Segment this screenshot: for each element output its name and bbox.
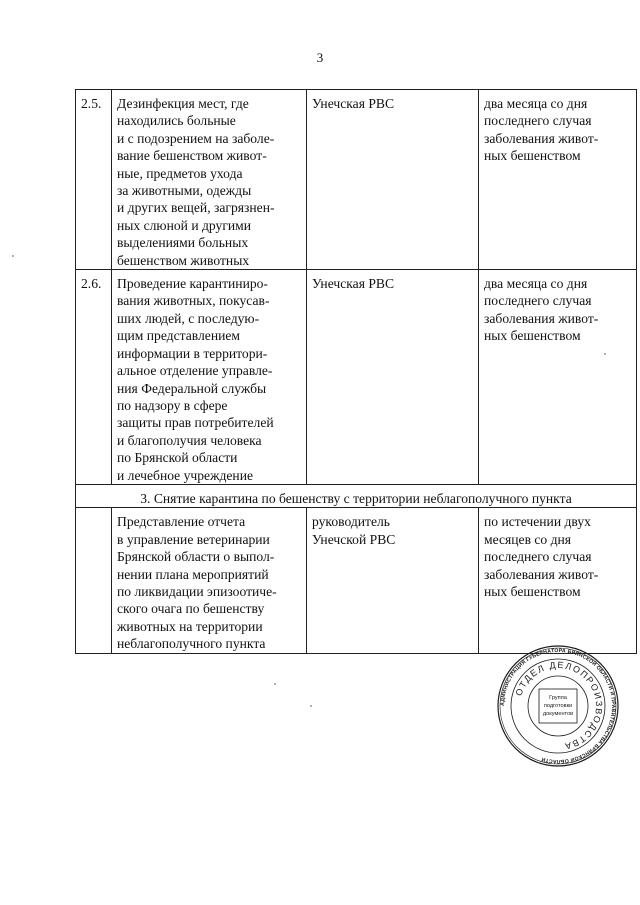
cell-line: по истечении двух <box>484 514 591 530</box>
cell-line: ных бешенством <box>484 583 581 599</box>
official-stamp <box>497 645 619 767</box>
cell-line: два месяца со дня <box>484 96 588 111</box>
cell-line: за животными, одежды <box>117 183 252 199</box>
cell-line: ших людей, с последую- <box>117 310 260 326</box>
cell-line: вания животных, покусав- <box>117 293 270 309</box>
cell-line: по надзору в сфере <box>117 397 228 413</box>
table-row <box>76 90 637 270</box>
scan-speck <box>12 255 14 257</box>
row-number: 2.5. <box>76 90 112 270</box>
deadline-cell <box>479 508 637 653</box>
row-number <box>76 508 112 653</box>
cell-line: по ликвидации эпизоотиче- <box>117 583 277 599</box>
responsible-cell <box>307 508 479 653</box>
cell-line: ные, предметов ухода <box>117 165 243 181</box>
cell-line: руководитель <box>312 514 391 530</box>
cell-line: Дезинфекция мест, где <box>117 96 249 111</box>
cell-line: ных бешенством <box>484 328 581 344</box>
cell-line: Унечская РВС <box>312 276 395 292</box>
stamp-center-line: Группа <box>549 695 567 701</box>
cell-line: по Брянской области <box>117 450 238 466</box>
scan-speck <box>604 353 606 355</box>
cell-line: ных слюной и другими <box>117 217 252 233</box>
section-row <box>76 484 637 507</box>
cell-line: ния Федеральной службы <box>117 380 267 396</box>
cell-line: Брянской области о выпол- <box>117 549 275 565</box>
cell-line: Проведение карантиниро- <box>117 276 268 292</box>
cell-line: Унечская РВС <box>312 96 395 111</box>
cell-line: Унечской РВС <box>312 531 396 547</box>
action-cell <box>112 90 307 270</box>
cell-line: два месяца со дня <box>484 276 588 292</box>
row-number: 2.6. <box>76 270 112 485</box>
stamp-department: ОТДЕЛ ДЕЛОПРОИЗВОДСТВА <box>513 659 605 752</box>
cell-line: вание бешенством живот- <box>117 148 267 164</box>
stamp-center-line: документов <box>542 711 574 717</box>
action-cell <box>112 270 307 485</box>
cell-line: информации в территори- <box>117 345 268 361</box>
cell-line: и других вещей, загрязнен- <box>117 200 275 216</box>
cell-line: Представление отчета <box>117 514 246 530</box>
cell-line: животных на территории <box>117 618 263 634</box>
cell-line: и лечебное учреждение <box>117 467 253 483</box>
cell-line: и благополучия человека <box>117 432 262 448</box>
responsible-cell <box>307 90 479 270</box>
cell-line: ского очага по бешенству <box>117 601 265 617</box>
stamp-center-line: подготовки <box>543 703 573 709</box>
cell-line: альное отделение управле- <box>117 363 273 379</box>
deadline-cell <box>479 90 637 270</box>
responsible-cell <box>307 270 479 485</box>
deadline-cell <box>479 270 637 485</box>
cell-line: неблагополучного пункта <box>117 636 266 652</box>
scan-speck <box>310 705 312 707</box>
scan-speck <box>274 683 276 685</box>
action-cell <box>112 508 307 653</box>
cell-line: находились больные <box>117 113 236 129</box>
cell-line: месяцев со дня <box>484 531 572 547</box>
measures-table <box>75 89 637 654</box>
section-heading: 3. Снятие карантина по бешенству с территории неблагополучного пункта <box>76 484 637 507</box>
table-row <box>76 270 637 485</box>
cell-line: и с подозрением на заболе- <box>117 130 275 146</box>
cell-line: выделениями больных <box>117 235 249 251</box>
cell-line: бешенством животных <box>117 252 250 268</box>
cell-line: защиты прав потребителей <box>117 415 274 431</box>
page-number: 3 <box>316 50 324 65</box>
cell-line: последнего случая <box>484 293 592 309</box>
cell-line: заболевания живот- <box>484 310 599 326</box>
cell-line: последнего случая <box>484 549 592 565</box>
cell-line: заболевания живот- <box>484 130 599 146</box>
cell-line: нении плана мероприятий <box>117 566 269 582</box>
stamp-outer-text: АДМИНИСТРАЦИЯ ГУБЕРНАТОРА БРЯНСКОЙ ОБЛАСТИ И ПРАВИТЕЛЬСТВА БРЯНСКОЙ ОБЛАСТИ <box>499 647 617 765</box>
cell-line: ных бешенством <box>484 148 581 164</box>
cell-line: заболевания живот- <box>484 566 599 582</box>
table-row <box>76 508 637 653</box>
cell-line: последнего случая <box>484 113 592 129</box>
cell-line: в управление ветеринарии <box>117 531 270 547</box>
cell-line: щим представлением <box>117 328 241 344</box>
